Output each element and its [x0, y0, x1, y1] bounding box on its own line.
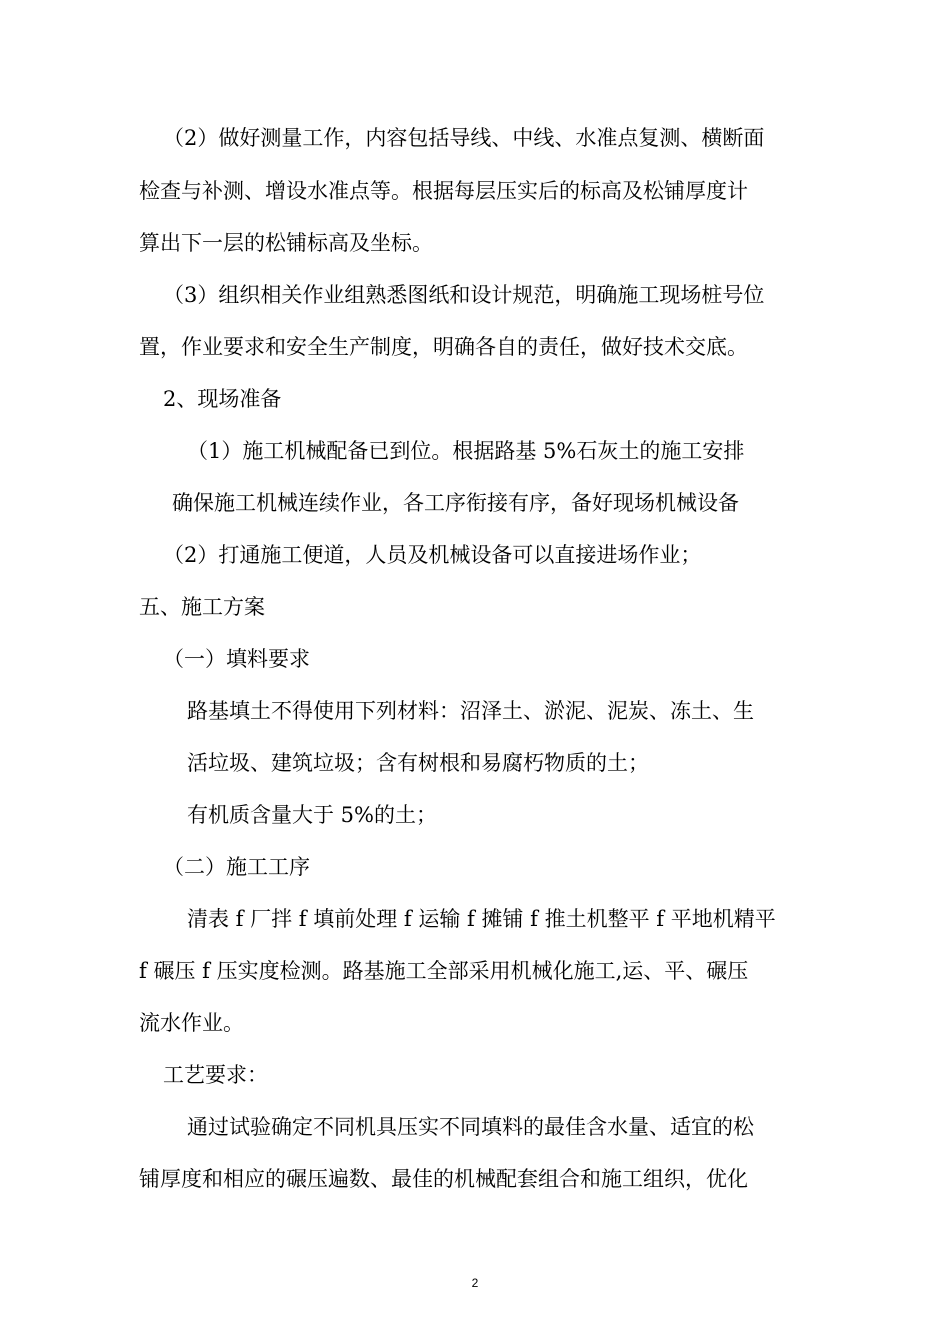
text-line: 工艺要求： [163, 1063, 268, 1087]
text-line: （2）做好测量工作，内容包括导线、中线、水准点复测、横断面 [163, 126, 765, 150]
text-line: （3）组织相关作业组熟悉图纸和设计规范，明确施工现场桩号位 [163, 283, 765, 307]
section-heading: 五、施工方案 [139, 595, 265, 619]
text-line: 流水作业。 [139, 1011, 244, 1035]
text-line: 有机质含量大于 5%的土； [187, 803, 437, 827]
text-line: 活垃圾、建筑垃圾；含有树根和易腐朽物质的土； [187, 751, 649, 775]
text-line: （1）施工机械配备已到位。根据路基 5%石灰土的施工安排 [187, 439, 745, 463]
section-heading: 2、现场准备 [163, 387, 282, 411]
text-line: 确保施工机械连续作业，各工序衔接有序，备好现场机械设备 [172, 491, 739, 515]
text-line: 清表 f 厂拌 f 填前处理 f 运输 f 摊铺 f 推土机整平 f 平地机精平 [187, 907, 776, 931]
text-line: 检查与补测、增设水准点等。根据每层压实后的标高及松铺厚度计 [139, 179, 748, 203]
text-line: f 碾压 f 压实度检测。路基施工全部采用机械化施工,运、平、碾压 [139, 959, 749, 983]
text-line: （2）打通施工便道，人员及机械设备可以直接进场作业； [163, 543, 702, 567]
page-number: 2 [471, 1276, 479, 1290]
text-line: 通过试验确定不同机具压实不同填料的最佳含水量、适宜的松 [187, 1115, 754, 1139]
subsection-heading: （二）施工工序 [163, 855, 310, 879]
text-line: 路基填土不得使用下列材料：沼泽土、淤泥、泥炭、冻土、生 [187, 699, 754, 723]
text-line: 铺厚度和相应的碾压遍数、最佳的机械配套组合和施工组织，优化 [139, 1167, 748, 1191]
text-line: 置，作业要求和安全生产制度，明确各自的责任，做好技术交底。 [139, 335, 748, 359]
subsection-heading: （一）填料要求 [163, 647, 310, 671]
text-line: 算出下一层的松铺标高及坐标。 [139, 231, 433, 255]
